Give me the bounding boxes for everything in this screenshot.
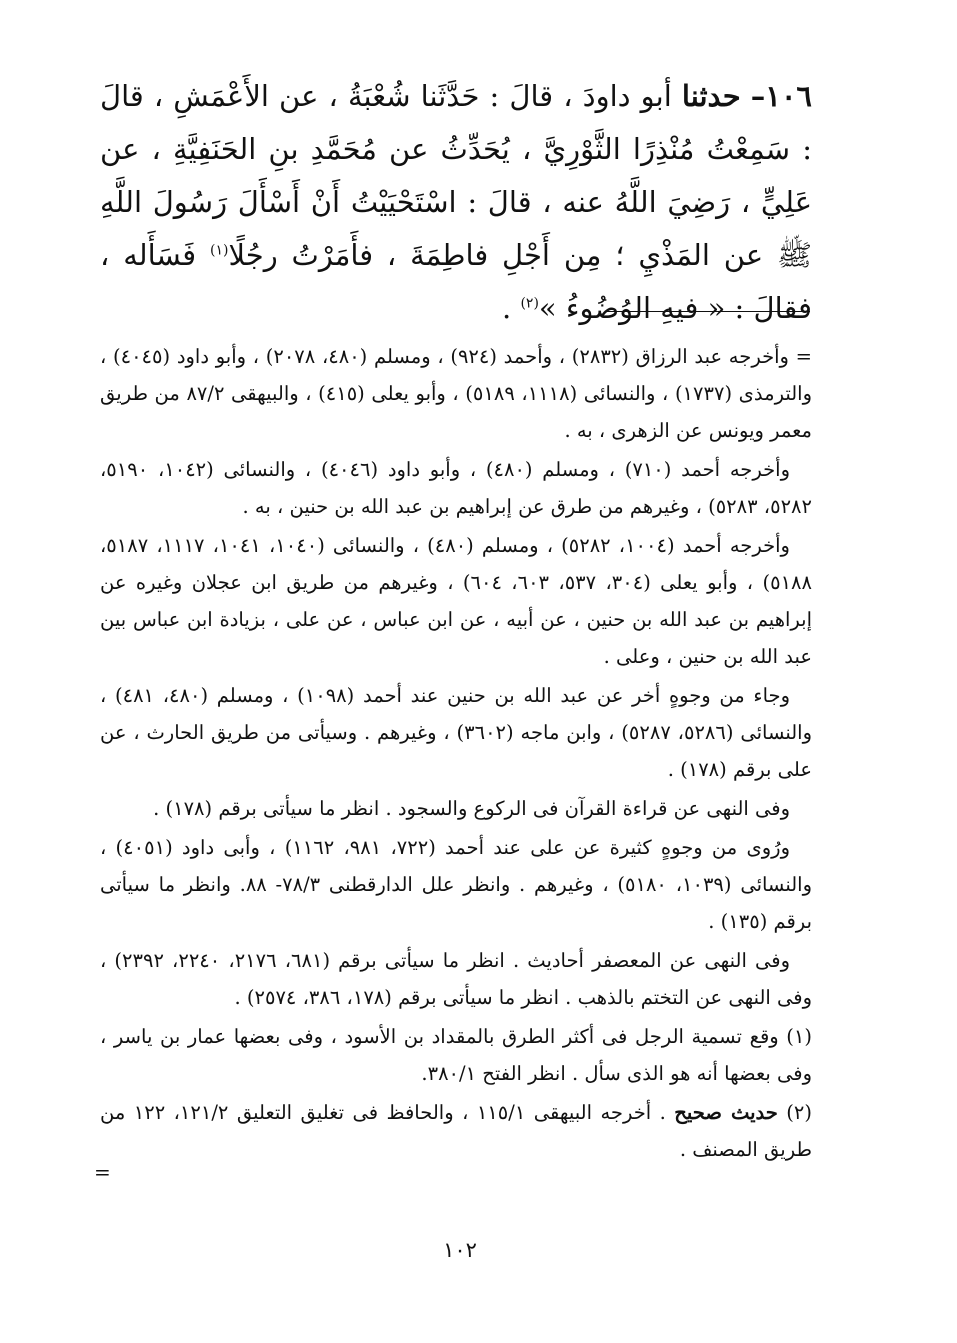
page-number: ١٠٢: [443, 1238, 477, 1262]
note-paragraph-3: وأخرجه أحمد (١٠٠٤، ٥٢٨٢) ، ومسلم (٤٨٠) ، والنسائى (١٠٤٠، ١٠٤١، ١١١٧، ٥١٨٧، ٥١٨٨) ، وأبو يعلى (٣٠٤، ٥٣٧، ٦٠٣، ٦٠٤) ، وغيرهم من طريق ابن عجلان وغيره عن إبراهيم بن عبد الله بن حنين ، عن أبيه ، عن ابن عباس ، عن على ، بزيادة ابن عباس بين عبد الله بن حنين ، وعلى .: [100, 534, 812, 668]
note-paragraph-7: وفى النهى عن المعصفر أحاديث . انظر ما سيأتى برقم (٦٨١، ٢١٧٦، ٢٢٤٠، ٢٣٩٢) ، وفى النهى عن التختم بالذهب . انظر ما سيأتى برقم (١٧٨، ٣٨٦، ٢٥٧٤) .: [100, 949, 812, 1009]
footnote-ref-2[interactable]: (٢): [520, 295, 539, 312]
note-paragraph-2: وأخرجه أحمد (٧١٠) ، ومسلم (٤٨٠) ، وأبو داود (٤٠٤٦) ، والنسائى (١٠٤٢، ٥١٩٠، ٥٢٨٢، ٥٢٨٣) ، وغيرهم من طرق عن إبراهيم بن عبد الله بن حنين ، به .: [100, 458, 812, 518]
hadith-body-3: .: [502, 291, 521, 325]
note-paragraph-6: ورُوى من وجوهٍ كثيرة عن على عند أحمد (٧٢٢، ٩٨١، ١١٦٢) ، وأبى داود (٤٠٥١) ، والنسائى (١٠٣٩، ٥١٨٠) ، وغيرهم . وانظر علل الدارقطنى ٧٨/٣- ٨٨. وانظر ما سيأتى برقم (١٣٥) .: [100, 836, 812, 933]
footnote-ref-1[interactable]: (١): [210, 242, 229, 259]
footnote-2-text: . أخرجه البيهقى ١١٥/١ ، والحافظ فى تغليق التعليق ١٢١/٢، ١٢٢ من طريق المصنف .: [100, 1101, 812, 1161]
hadith-body-2: فَسَأَله ، فقالَ : « فيهِ الوُضُوءُ »: [100, 238, 812, 325]
note-paragraph-1: = وأخرجه عبد الرزاق (٢٨٣٢) ، وأحمد (٩٢٤) ، ومسلم (٤٨٠، ٢٠٧٨) ، وأبو داود (٤٠٤٥) ، والترمذى (١٧٣٧) ، والنسائى (١١١٨، ٥١٨٩) ، وأبو يعلى (٤١٥) ، والبيهقى ٨٧/٢ من طريق معمر ويونس عن الزهرى ، به .: [100, 345, 813, 442]
hadith-body-1: أبو داودَ ، قالَ : حَدَّثَنا شُعْبَةُ ، عن الأَعْمَشِ ، قالَ : سَمِعْتُ مُنْذِرًا الثَّوْرِيَّ ، يُحَدِّثُ عن مُحَمَّدِ بنِ الحَنَفِيَّةِ ، عن عَلِيٍّ ، رَضِيَ اللَّهُ عنه ، قالَ : اسْتَحْيَيْتُ أَنْ أَسْأَلَ رَسُولَ اللَّهِ ﷺ عن المَذْيِ ؛ مِن أَجْلِ فاطِمَةَ ، فأَمَرْتُ رجُلًا: [100, 79, 813, 272]
footnote-2-number: (٢): [777, 1101, 812, 1124]
continuation-mark: =: [94, 1160, 111, 1184]
hadith-text: [100, 70, 812, 335]
footnote-2: [100, 1094, 812, 1168]
hadith-number: ١٠٦–: [750, 79, 813, 113]
hadith-lead-word: حدثنا: [681, 79, 741, 113]
footnote-2-grade: حديث صحيح: [674, 1101, 778, 1124]
footnote-1: (١) وقع تسمية الرجل فى أكثر الطرق بالمقداد بن الأسود ، وفى بعضها عمار بن ياسر ، وفى بعضها أنه هو الذى سأل . انظر الفتح ٣٨٠/١.: [100, 1025, 812, 1085]
footnote-divider: [605, 311, 810, 312]
note-paragraph-5: وفى النهى عن قراءة القرآن فى الركوع والسجود . انظر ما سيأتى برقم (١٧٨) .: [153, 797, 790, 820]
footnotes: [100, 338, 812, 1170]
note-paragraph-4: وجاء من وجوهٍ أخر عن عبد الله بن حنين عند أحمد (١٠٩٨) ، ومسلم (٤٨٠، ٤٨١) ، والنسائى (٥٢٨٦، ٥٢٨٧) ، وابن ماجه (٣٦٠٢) ، وغيرهم . وسيأتى من طريق الحارث ، عن على برقم (١٧٨) .: [100, 684, 812, 781]
